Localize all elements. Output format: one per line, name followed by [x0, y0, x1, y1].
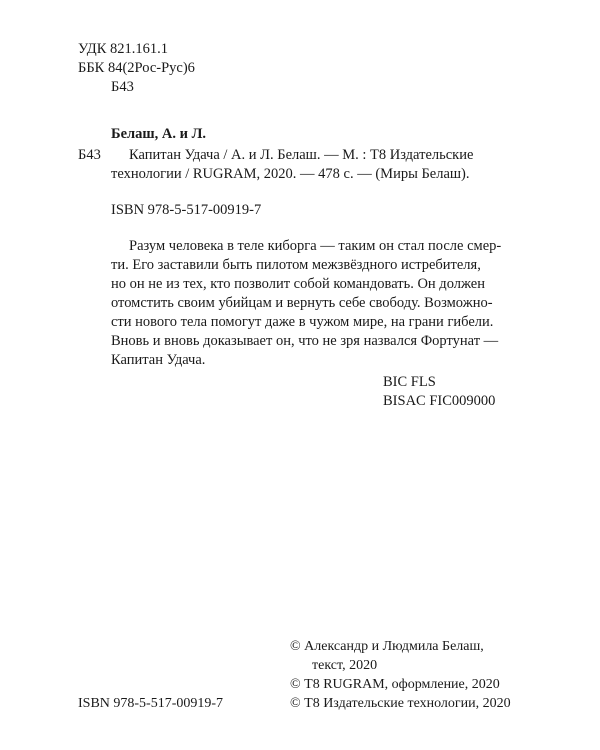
copyright-line: © Т8 Издательские технологии, 2020	[290, 696, 511, 711]
udk-code: УДК 821.161.1	[78, 41, 168, 57]
annotation-line: отомстить своим убийцам и вернуть себе свободу. Возможно-	[111, 295, 493, 311]
isbn-record: ISBN 978-5-517-00919-7	[111, 202, 262, 218]
copyright-line: © Александр и Людмила Белаш,	[290, 639, 484, 654]
annotation-line: Разум человека в теле киборга — таким он стал после смер-	[129, 238, 502, 254]
author-code-top: Б43	[111, 79, 134, 95]
annotation-line: ти. Его заставили быть пилотом межзвёздного истребителя,	[111, 257, 481, 273]
bic-code: BIC FLS	[383, 374, 436, 390]
annotation-line: но он не из тех, кто позволит собой командовать. Он должен	[111, 276, 486, 292]
author-heading: Белаш, А. и Л.	[111, 126, 207, 142]
bisac-code: BISAC FIC009000	[383, 393, 496, 409]
copyright-line: текст, 2020	[312, 658, 378, 673]
isbn-footer: ISBN 978-5-517-00919-7	[78, 696, 224, 711]
copyright-line: © Т8 RUGRAM, оформление, 2020	[290, 677, 500, 692]
author-code-record: Б43	[78, 147, 101, 163]
bibliographic-line-2: технологии / RUGRAM, 2020. — 478 с. — (Миры Белаш).	[111, 166, 470, 182]
annotation-line: Капитан Удача.	[111, 352, 206, 368]
bbk-code: ББК 84(2Рос-Рус)6	[78, 60, 195, 76]
annotation-line: сти нового тела помогут даже в чужом мире, на грани гибели.	[111, 314, 494, 330]
annotation-line: Вновь и вновь доказывает он, что не зря назвался Фортунат —	[111, 333, 499, 349]
bibliographic-line-1: Капитан Удача / А. и Л. Белаш. — М. : Т8 Издательские	[129, 147, 474, 163]
